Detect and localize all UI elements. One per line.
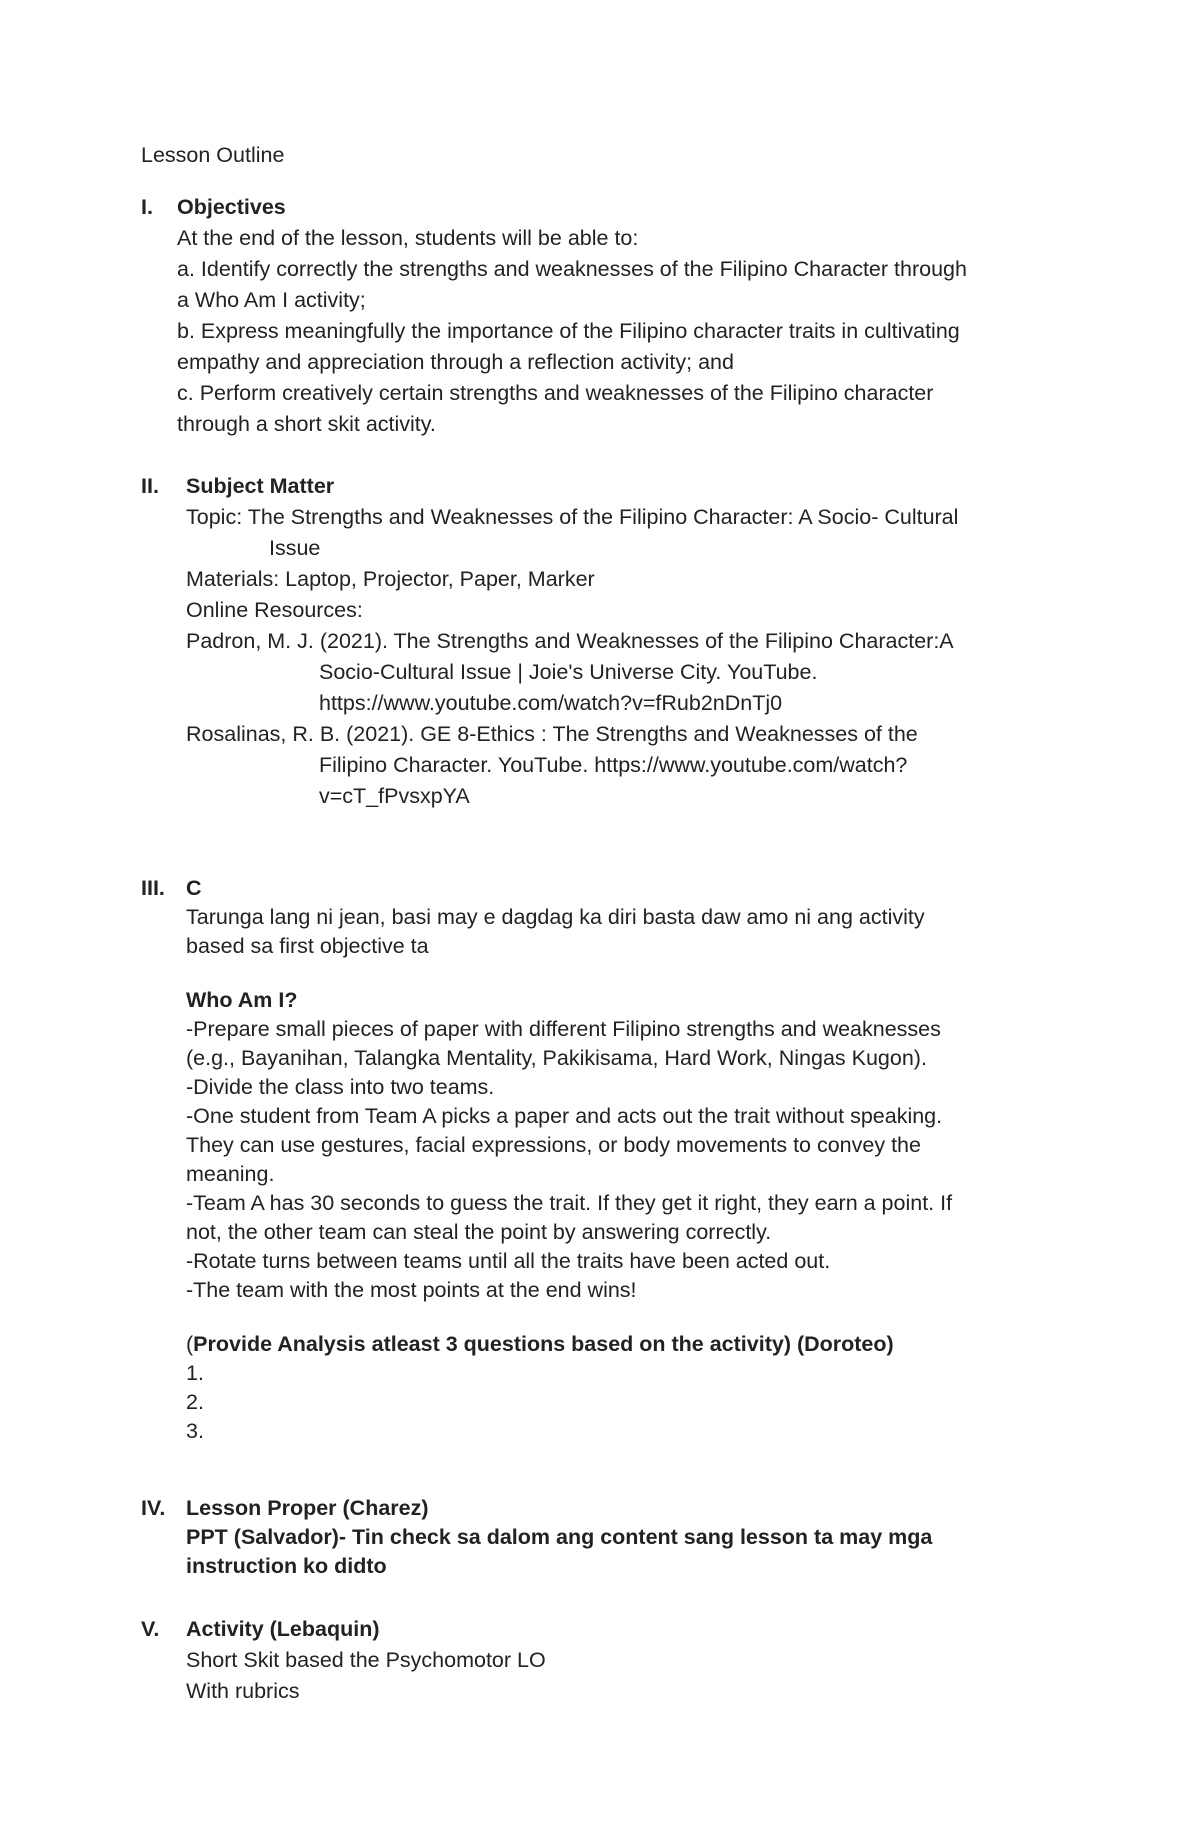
section-numeral: II. xyxy=(141,474,159,498)
reference-line: Padron, M. J. (2021). The Strengths and Weaknesses of the Filipino Character:A xyxy=(186,629,954,653)
section-numeral: V. xyxy=(141,1617,160,1641)
section-heading: C xyxy=(186,876,202,900)
section-c xyxy=(141,874,1101,1446)
section-heading: Lesson Proper (Charez) xyxy=(186,1496,429,1520)
activity-step: -Divide the class into two teams. xyxy=(186,1075,495,1099)
question-number: 3. xyxy=(186,1419,204,1443)
activity-step: They can use gestures, facial expressions, or body movements to convey the xyxy=(186,1133,921,1157)
activity-step: (e.g., Bayanihan, Talangka Mentality, Pakikisama, Hard Work, Ningas Kugon). xyxy=(186,1046,927,1070)
activity-line: Short Skit based the Psychomotor LO xyxy=(186,1648,546,1672)
online-resources-label: Online Resources: xyxy=(186,598,363,622)
analysis-open-paren: ( xyxy=(186,1332,194,1356)
objective-line: empathy and appreciation through a reflection activity; and xyxy=(177,350,734,374)
activity-step: -Team A has 30 seconds to guess the trait. If they get it right, they earn a point. If xyxy=(186,1191,953,1215)
question-number: 2. xyxy=(186,1390,204,1414)
topic-line-continued: Issue xyxy=(269,536,321,560)
spacer xyxy=(186,1305,1101,1330)
lesson-proper-note: instruction ko didto xyxy=(186,1554,387,1578)
objective-line: a Who Am I activity; xyxy=(177,288,366,312)
section-heading: Subject Matter xyxy=(186,474,335,498)
section-subject-matter xyxy=(141,471,1101,812)
activity-title: Who Am I? xyxy=(186,988,298,1012)
activity-step: -Rotate turns between teams until all the traits have been acted out. xyxy=(186,1249,831,1273)
objective-line: a. Identify correctly the strengths and weaknesses of the Filipino Character through xyxy=(177,257,967,281)
reference-url: v=cT_fPvsxpYA xyxy=(319,784,470,808)
reference-line-continued: Filipino Character. YouTube. https://www.youtube.com/watch? xyxy=(319,753,908,777)
analysis-text: Provide Analysis atleast 3 questions based on the activity) (Doroteo) xyxy=(193,1332,894,1356)
section-heading: Objectives xyxy=(177,195,286,219)
activity-step: not, the other team can steal the point by answering correctly. xyxy=(186,1220,772,1244)
activity-line: With rubrics xyxy=(186,1679,300,1703)
reference-line: Rosalinas, R. B. (2021). GE 8-Ethics : The Strengths and Weaknesses of the xyxy=(186,722,918,746)
activity-step: -Prepare small pieces of paper with different Filipino strengths and weaknesses xyxy=(186,1017,941,1041)
objectives-intro: At the end of the lesson, students will be able to: xyxy=(177,226,639,250)
section-lesson-proper xyxy=(141,1494,1101,1581)
lesson-proper-note: PPT (Salvador)- Tin check sa dalom ang content sang lesson ta may mga xyxy=(186,1525,933,1549)
activity-step: -The team with the most points at the end wins! xyxy=(186,1278,637,1302)
objective-line: b. Express meaningfully the importance of the Filipino character traits in cultivating xyxy=(177,319,960,343)
section-numeral: IV. xyxy=(141,1496,166,1520)
section-heading: Activity (Lebaquin) xyxy=(186,1617,380,1641)
reference-url: https://www.youtube.com/watch?v=fRub2nDnTj0 xyxy=(319,691,783,715)
objective-line: through a short skit activity. xyxy=(177,412,436,436)
document-title: Lesson Outline xyxy=(141,143,285,167)
section-numeral: I. xyxy=(141,195,153,219)
analysis-instruction xyxy=(186,1330,1101,1359)
reference-line-continued: Socio-Cultural Issue | Joie's Universe City. YouTube. xyxy=(319,660,818,684)
topic-line: Topic: The Strengths and Weaknesses of the Filipino Character: A Socio- Cultural xyxy=(186,505,959,529)
activity-step: meaning. xyxy=(186,1162,275,1186)
note-line: Tarunga lang ni jean, basi may e dagdag ka diri basta daw amo ni ang activity xyxy=(186,905,925,929)
note-line: based sa first objective ta xyxy=(186,934,429,958)
materials-line: Materials: Laptop, Projector, Paper, Marker xyxy=(186,567,595,591)
section-objectives xyxy=(141,192,1101,440)
activity-step: -One student from Team A picks a paper and acts out the trait without speaking. xyxy=(186,1104,943,1128)
objective-line: c. Perform creatively certain strengths and weaknesses of the Filipino character xyxy=(177,381,934,405)
spacer xyxy=(186,961,1101,986)
question-number: 1. xyxy=(186,1361,204,1385)
section-activity xyxy=(141,1614,1101,1707)
section-numeral: III. xyxy=(141,876,165,900)
